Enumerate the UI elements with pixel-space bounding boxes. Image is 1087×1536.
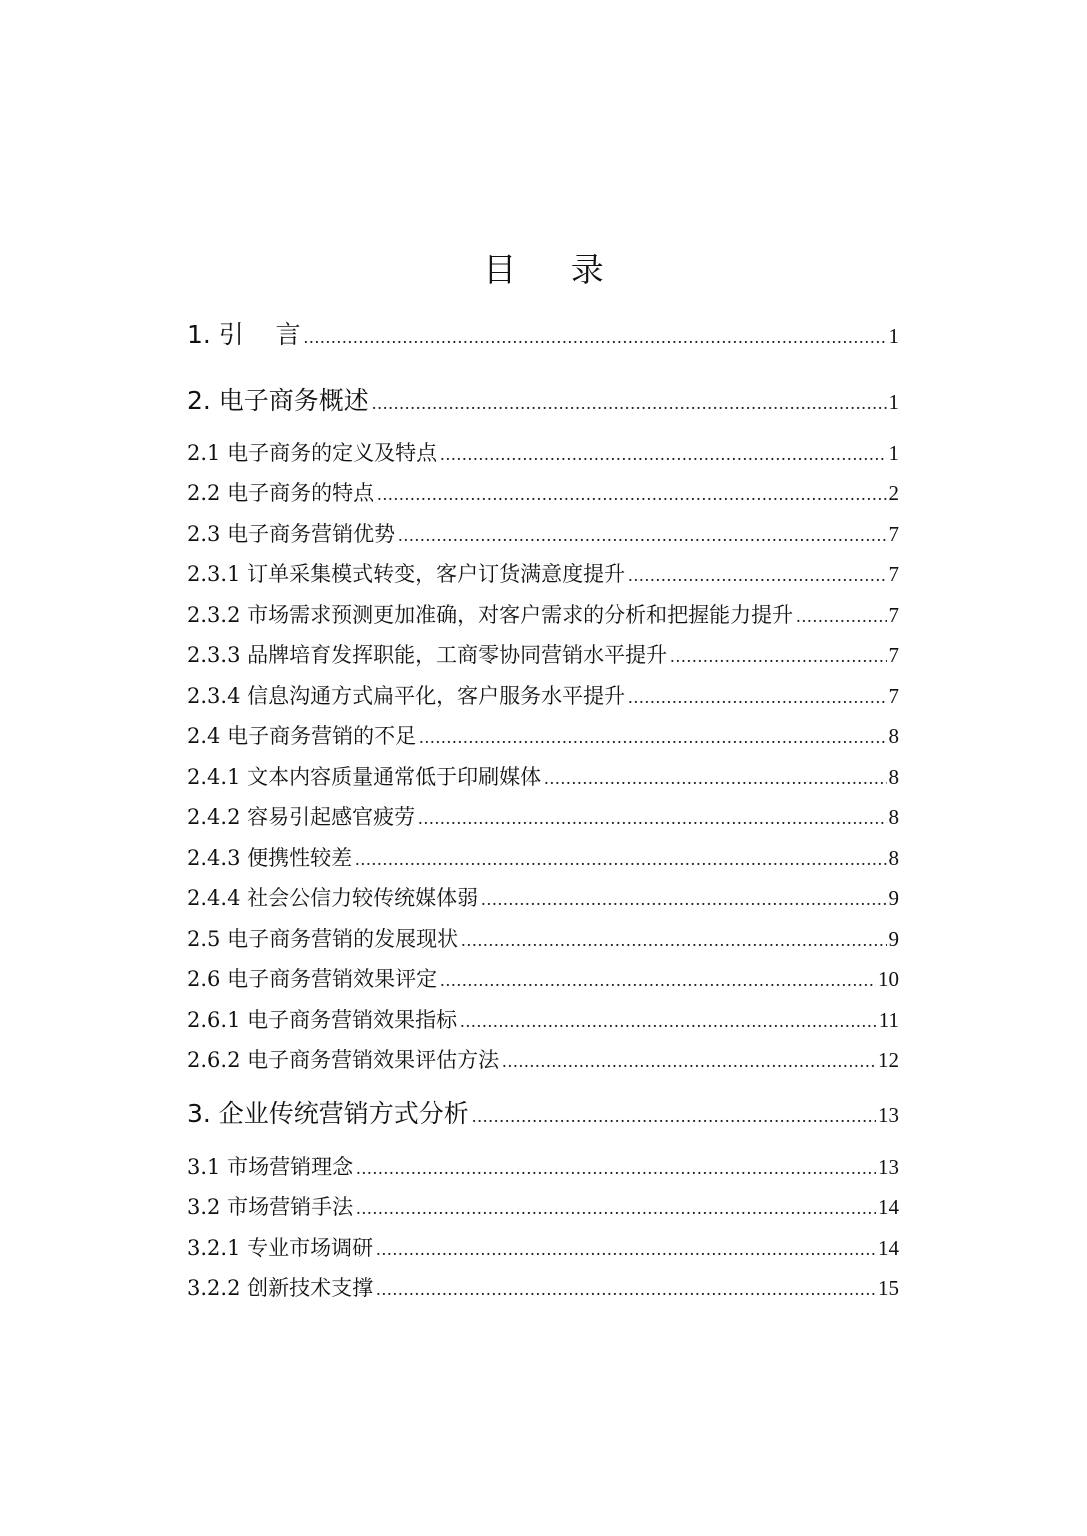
toc-entry-2-4[interactable] [187, 720, 899, 752]
toc-entry-label: 2.3.2 市场需求预测更加准确，对客户需求的分析和把握能力提升 [187, 603, 794, 627]
toc-entry-page: 11 [878, 1008, 899, 1032]
toc-entry-page: 12 [878, 1048, 899, 1072]
toc-entry-2-3-4[interactable] [187, 680, 899, 712]
toc-entry-label: 1. 引 言 [187, 320, 301, 349]
toc-entry-page: 13 [878, 1103, 899, 1127]
toc-entry-label: 3.2 市场营销手法 [187, 1195, 354, 1219]
toc-dot-leader [376, 1273, 876, 1305]
toc-entry-page: 2 [888, 481, 899, 505]
toc-entry-page: 7 [888, 643, 899, 667]
toc-entry-page: 7 [888, 562, 899, 586]
toc-entry-2[interactable] [187, 383, 899, 419]
toc-entry-label: 2.3.3 品牌培育发挥职能，工商零协同营销水平提升 [187, 643, 668, 667]
toc-entry-page: 15 [878, 1276, 899, 1300]
toc-title: 目 录 [483, 250, 626, 289]
toc-entry-label: 2.4.2 容易引起感官疲劳 [187, 805, 416, 829]
toc-entry-page: 7 [888, 522, 899, 546]
toc-dot-leader [418, 802, 886, 834]
toc-dot-leader [356, 1152, 876, 1184]
toc-entry-label: 2.1 电子商务的定义及特点 [187, 441, 438, 465]
toc-entry-page: 8 [888, 765, 899, 789]
toc-entry-2-6-2[interactable] [187, 1044, 899, 1076]
toc-dot-leader [628, 559, 886, 591]
toc-entry-label: 2.2 电子商务的特点 [187, 481, 375, 505]
toc-dot-leader [419, 721, 886, 753]
toc-entry-label: 2.5 电子商务营销的发展现状 [187, 927, 459, 951]
toc-entry-1[interactable] [187, 317, 899, 353]
toc-dot-leader [356, 1192, 876, 1224]
toc-dot-leader [461, 924, 886, 956]
toc-entry-2-2[interactable] [187, 477, 899, 509]
toc-dot-leader [372, 385, 887, 421]
toc-entry-page: 8 [888, 805, 899, 829]
toc-entry-label: 3. 企业传统营销方式分析 [187, 1099, 469, 1128]
toc-dot-leader [544, 762, 886, 794]
toc-dot-leader [628, 681, 886, 713]
toc-entry-label: 2.3.1 订单采集模式转变，客户订货满意度提升 [187, 562, 626, 586]
toc-dot-leader [796, 600, 886, 632]
toc-entry-label: 2.6.2 电子商务营销效果评估方法 [187, 1048, 500, 1072]
toc-dot-leader [502, 1045, 876, 1077]
toc-entry-page: 7 [888, 684, 899, 708]
toc-dot-leader [440, 964, 876, 996]
toc-dot-leader [355, 843, 886, 875]
toc-entry-2-5[interactable] [187, 923, 899, 955]
toc-dot-leader [440, 438, 886, 470]
toc-entry-2-3[interactable] [187, 518, 899, 550]
toc-entry-2-4-3[interactable] [187, 842, 899, 874]
toc-entry-label: 2.3 电子商务营销优势 [187, 522, 396, 546]
toc-entry-3-2-1[interactable] [187, 1232, 899, 1264]
toc-entry-page: 8 [888, 724, 899, 748]
toc-entry-page: 7 [888, 603, 899, 627]
toc-entry-page: 1 [888, 390, 899, 414]
toc-dot-leader [398, 519, 886, 551]
toc-entry-label: 2.4.4 社会公信力较传统媒体弱 [187, 886, 479, 910]
toc-entry-label: 3.2.2 创新技术支撑 [187, 1276, 374, 1300]
toc-entry-page: 13 [878, 1155, 899, 1179]
toc-entry-2-3-2[interactable] [187, 599, 899, 631]
toc-entry-label: 3.2.1 专业市场调研 [187, 1236, 374, 1260]
toc-dot-leader [304, 319, 887, 355]
toc-entry-page: 9 [888, 927, 899, 951]
toc-entry-2-4-2[interactable] [187, 801, 899, 833]
toc-entry-3-2[interactable] [187, 1191, 899, 1223]
toc-entry-2-3-3[interactable] [187, 639, 899, 671]
toc-dot-leader [377, 478, 886, 510]
toc-entry-2-1[interactable] [187, 437, 899, 469]
toc-entry-page: 9 [888, 886, 899, 910]
toc-dot-leader [670, 640, 886, 672]
toc-dot-leader [472, 1098, 876, 1134]
toc-entry-page: 10 [878, 967, 899, 991]
toc-entry-label: 2.4.1 文本内容质量通常低于印刷媒体 [187, 765, 542, 789]
toc-entry-label: 3.1 市场营销理念 [187, 1155, 354, 1179]
toc-entry-3-2-2[interactable] [187, 1272, 899, 1304]
toc-entry-2-6[interactable] [187, 963, 899, 995]
toc-entry-2-6-1[interactable] [187, 1004, 899, 1036]
toc-dot-leader [481, 883, 886, 915]
toc-entry-page: 14 [878, 1236, 899, 1260]
toc-entry-page: 1 [888, 441, 899, 465]
toc-entry-page: 14 [878, 1195, 899, 1219]
toc-entry-label: 2.4 电子商务营销的不足 [187, 724, 417, 748]
toc-entry-page: 8 [888, 846, 899, 870]
toc-entry-2-3-1[interactable] [187, 558, 899, 590]
toc-entry-label: 2.6 电子商务营销效果评定 [187, 967, 438, 991]
toc-entry-page: 1 [888, 324, 899, 348]
toc-entry-label: 2. 电子商务概述 [187, 386, 369, 415]
toc-entry-3[interactable] [187, 1096, 899, 1132]
toc-entry-label: 2.3.4 信息沟通方式扁平化，客户服务水平提升 [187, 684, 626, 708]
toc-dot-leader [460, 1005, 877, 1037]
toc-entry-3-1[interactable] [187, 1151, 899, 1183]
toc-entry-label: 2.6.1 电子商务营销效果指标 [187, 1008, 458, 1032]
toc-entry-2-4-4[interactable] [187, 882, 899, 914]
toc-entry-label: 2.4.3 便携性较差 [187, 846, 353, 870]
toc-entry-2-4-1[interactable] [187, 761, 899, 793]
toc-dot-leader [376, 1233, 876, 1265]
